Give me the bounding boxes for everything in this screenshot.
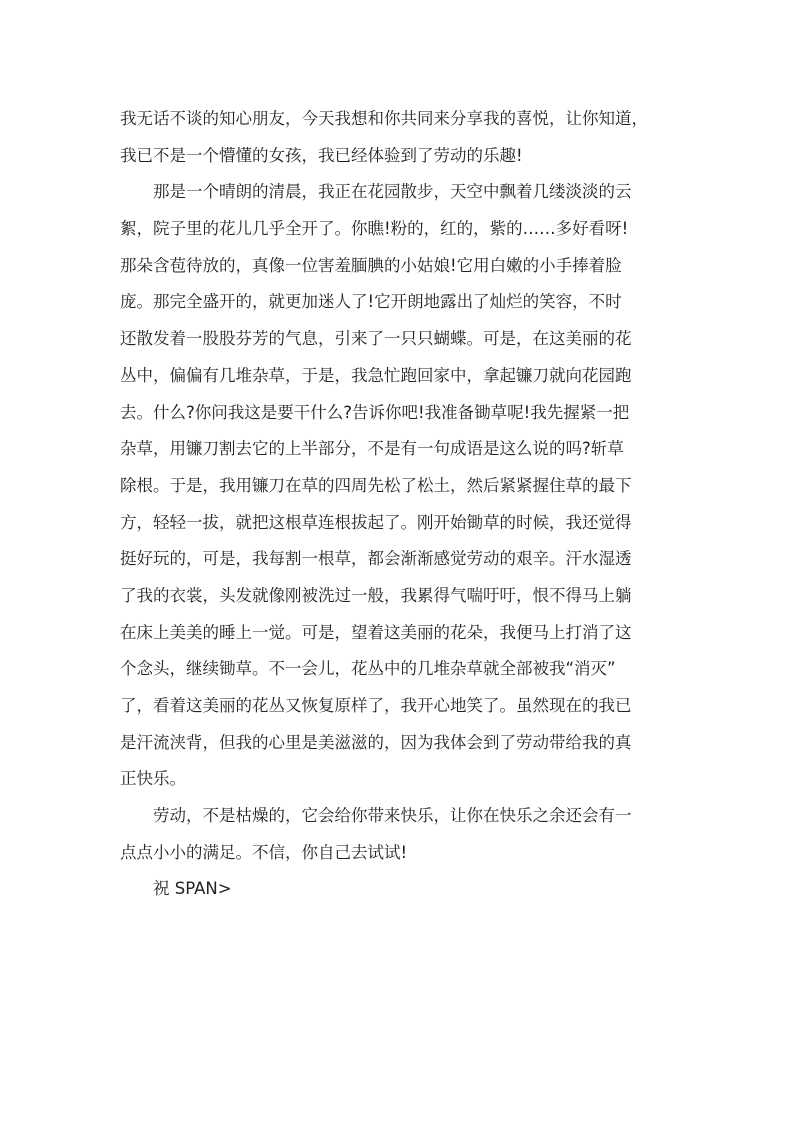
text-line: 了，看着这美丽的花丛又恢复原样了，我开心地笑了。虽然现在的我已 <box>120 696 632 715</box>
text-line: 正快乐。 <box>120 769 186 789</box>
text-line: 我已不是一个懵懂的女孩，我已经体验到了劳动的乐趣! <box>120 145 523 165</box>
text-line: 丛中，偏偏有几堆杂草，于是，我急忙跑回家中，拿起镰刀就向花园跑 <box>120 365 632 385</box>
text-line: 在床上美美的睡上一觉。可是，望着这美丽的花朵，我便马上打消了这 <box>120 622 632 642</box>
text-line: 絮，院子里的花儿几乎全开了。你瞧!粉的，红的，紫的……多好看呀! <box>120 219 629 239</box>
text-line: 祝 SPAN> <box>153 879 232 899</box>
paragraph-1 <box>120 101 676 174</box>
text-line: 个念头，继续锄草。不一会儿，花丛中的几堆杂草就全部被我“消灭” <box>120 659 616 679</box>
text-line: 杂草，用镰刀割去它的上半部分，不是有一句成语是这么说的吗?斩草 <box>120 439 624 459</box>
paragraph-4 <box>120 871 676 908</box>
text-line: 去。什么?你问我这是要干什么?告诉你吧!我准备锄草呢!我先握紧一把 <box>120 402 630 422</box>
text-line: 庞。那完全盛开的，就更加迷人了!它开朗地露出了灿烂的笑容，不时 <box>120 292 622 312</box>
text-line: 劳动，不是枯燥的，它会给你带来快乐，让你在快乐之余还会有一 <box>153 806 632 826</box>
text-line: 我无话不谈的知心朋友，今天我想和你共同来分享我的喜悦，让你知道， <box>120 109 648 128</box>
document-body <box>120 101 676 908</box>
text-line: 是汗流浃背，但我的心里是美滋滋的，因为我体会到了劳动带给我的真 <box>120 732 632 752</box>
paragraph-3 <box>120 798 676 871</box>
text-line: 点点小小的满足。不信，你自己去试试! <box>120 842 408 862</box>
text-line: 方，轻轻一拔，就把这根草连根拔起了。刚开始锄草的时候，我还觉得 <box>120 512 632 532</box>
text-line: 那是一个晴朗的清晨，我正在花园散步，天空中飘着几缕淡淡的云 <box>153 182 632 202</box>
text-line: 了我的衣裳，头发就像刚被洗过一般，我累得气喘吁吁，恨不得马上躺 <box>120 585 632 605</box>
text-line: 那朵含苞待放的，真像一位害羞腼腆的小姑娘!它用白嫩的小手捧着脸 <box>120 255 622 275</box>
text-line: 除根。于是，我用镰刀在草的四周先松了松土，然后紧紧握住草的最下 <box>120 475 632 495</box>
paragraph-2 <box>120 174 676 798</box>
text-line: 挺好玩的，可是，我每割一根草，都会渐渐感觉劳动的艰辛。汗水湿透 <box>120 549 632 569</box>
text-line: 还散发着一股股芬芳的气息，引来了一只只蝴蝶。可是，在这美丽的花 <box>120 329 632 349</box>
